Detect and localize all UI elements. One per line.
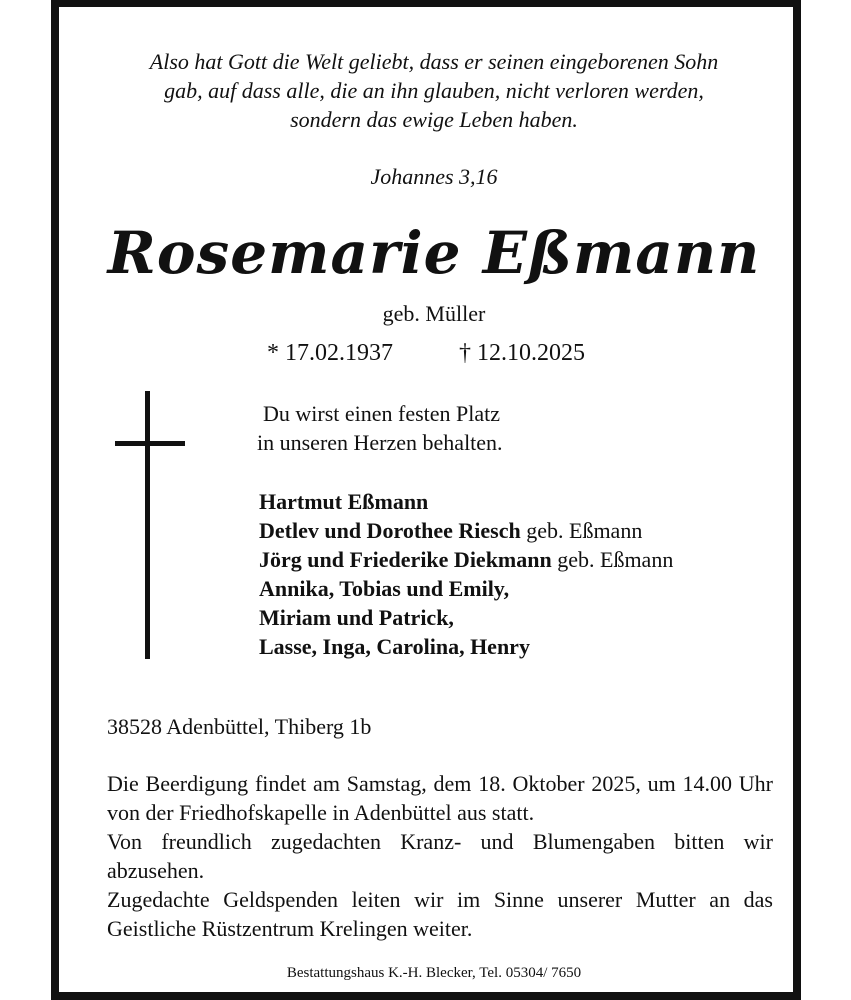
funeral-details: Die Beerdigung findet am Samstag, dem 18. Oktober 2025, um 14.00 Uhr von der Friedhofskapelle in Adenbüttel aus statt. — [107, 771, 773, 825]
mourner-names: Annika, Tobias und Emily, — [259, 576, 510, 601]
mourner-suffix: geb. Eßmann — [551, 547, 674, 572]
mourner-line — [259, 632, 673, 661]
verse-line: sondern das ewige Leben haben. — [290, 107, 578, 132]
motto — [257, 399, 503, 457]
birth-date: * 17.02.1937 — [267, 340, 393, 366]
motto-line: in unseren Herzen behalten. — [257, 430, 503, 455]
funeral-notice — [107, 769, 773, 943]
flowers-note: Von freundlich zugedachten Kranz- und Blumengaben bitten wir abzusehen. — [107, 829, 773, 883]
family-address: 38528 Adenbüttel, Thiberg 1b — [107, 714, 372, 739]
mourner-line — [259, 516, 673, 545]
mourner-names: Lasse, Inga, Carolina, Henry — [259, 634, 530, 659]
obituary-frame — [51, 0, 801, 1000]
mourner-names: Jörg und Friederike Diekmann — [259, 547, 552, 572]
deceased-name: Rosemarie Eßmann — [107, 219, 761, 287]
verse-line: Also hat Gott die Welt geliebt, dass er seinen eingeborenen Sohn — [149, 49, 719, 74]
verse-line: gab, auf dass alle, die an ihn glauben, nicht verloren werden, — [164, 78, 704, 103]
bible-verse — [59, 47, 809, 134]
mourner-line — [259, 574, 673, 603]
mourner-line — [259, 603, 673, 632]
mourner-line — [259, 545, 673, 574]
mourner-line — [259, 487, 673, 516]
verse-reference: Johannes 3,16 — [370, 164, 498, 189]
mourner-names: Miriam und Patrick, — [259, 605, 454, 630]
motto-line: Du wirst einen festen Platz — [263, 401, 501, 426]
undertaker-info: Bestattungshaus K.-H. Blecker, Tel. 05304/ 7650 — [286, 965, 582, 981]
death-date: † 12.10.2025 — [459, 340, 585, 366]
mourners-list — [259, 487, 673, 661]
mourner-names: Hartmut Eßmann — [259, 489, 429, 514]
mourner-suffix: geb. Eßmann — [520, 518, 643, 543]
birth-name: geb. Müller — [382, 301, 486, 326]
donations-note: Zugedachte Geldspenden leiten wir im Sinne unserer Mutter an das Geistliche Rüstzentrum Krelingen weiter. — [107, 887, 773, 941]
mourner-names: Detlev und Dorothee Riesch — [259, 518, 521, 543]
